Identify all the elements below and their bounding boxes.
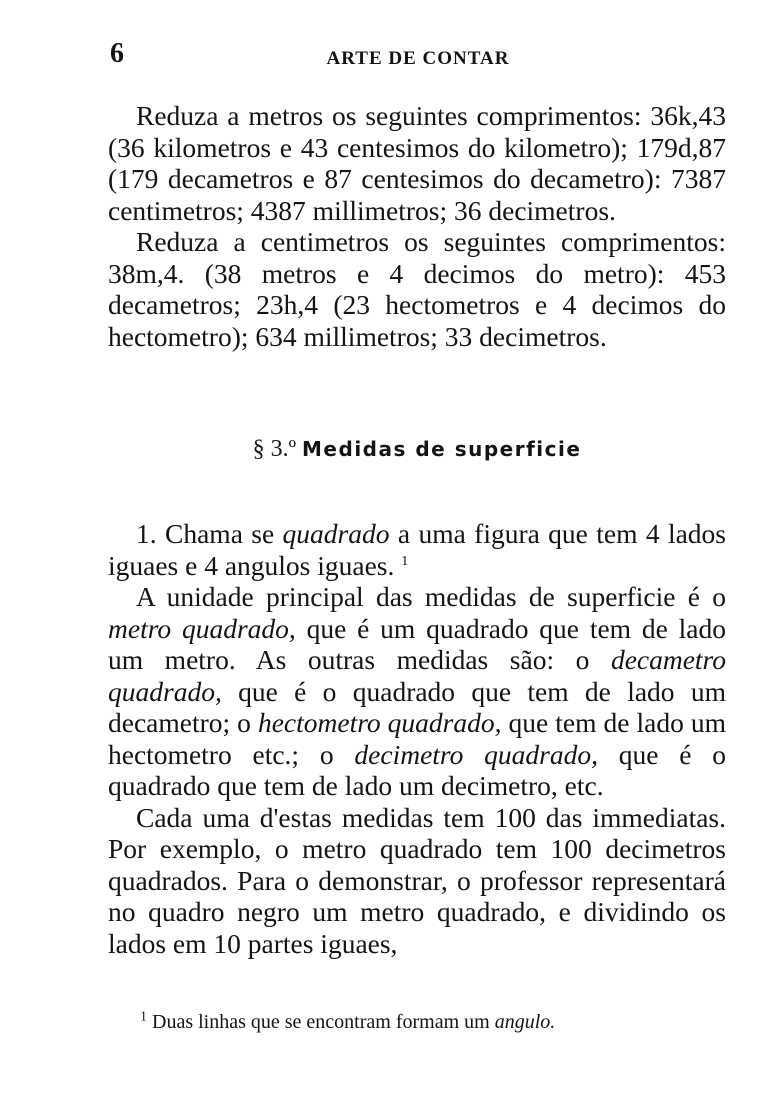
footnote-mark: 1 [140, 1009, 147, 1025]
footnote: $^1$ Duas linhas que se encontram formam um angulo. [140, 1009, 556, 1033]
paragraph-number: 1. [136, 518, 157, 549]
section-title: Medidas de superficie [302, 437, 582, 461]
unit-paragraph: A unidade principal das medidas de superficie é o metro quadrado, que é um quadrado que tem de lado um metro. As outras medidas são: o decametro quadrado, que é o quadrado que tem de lado um decametro; o hectometro quadrado, que tem de lado um hectometro etc.; o decimetro quadrado, que é o quadrado que tem de lado um decimetro, etc. [108, 581, 727, 801]
term-metro-quadrado: metro quadrado, [108, 612, 296, 644]
term-quadrado: quadrado [282, 518, 390, 549]
exercise-paragraph-centimetros: Reduza a centimetros os seguintes comprimentos: 38m,4. (38 metros e 4 decimos do metro): 453 decametros; 23h,4 (23 hectometros e 4 decimos do hectometro); 634 millimetros; 33 decimetros. [108, 226, 726, 352]
section-heading [108, 436, 726, 463]
term-angulo: angulo. [494, 1011, 556, 1033]
example-paragraph: Cada uma d'estas medidas tem 100 das immediatas. Por exemplo, o metro quadrado tem 100 decimetros quadrados. Para o demonstrar, o professor representará no quadro negro um metro quadrado, e dividindo os lados em 10 partes iguaes, [108, 801, 726, 959]
exercise-paragraph-metros: Reduza a metros os seguintes comprimentos: 36k,43 (36 kilometros e 43 centesimos do kilometro); 179d,87 (179 decametros e 87 centesimos do decametro): 7387 centimetros; 4387 millimetros; 36 decimetros. [108, 100, 726, 226]
section-number: § 3.º [252, 436, 297, 462]
exercise-block [108, 100, 726, 352]
section-body [108, 518, 726, 959]
term-decimetro-quadrado: decimetro quadrado, [354, 738, 598, 770]
definition-paragraph: 1. Chama se quadrado a uma figura que tem 4 lados iguaes e 4 angulos iguaes. $^1$ [108, 518, 727, 581]
page-header [108, 38, 728, 78]
page-number: 6 [110, 38, 124, 69]
running-title: ARTE DE CONTAR [326, 48, 510, 69]
term-decametro-quadrado: decametro quadrado, [108, 644, 726, 707]
footnote-reference: 1 [401, 553, 409, 569]
term-hectometro-quadrado: hectometro quadrado, [257, 707, 502, 738]
